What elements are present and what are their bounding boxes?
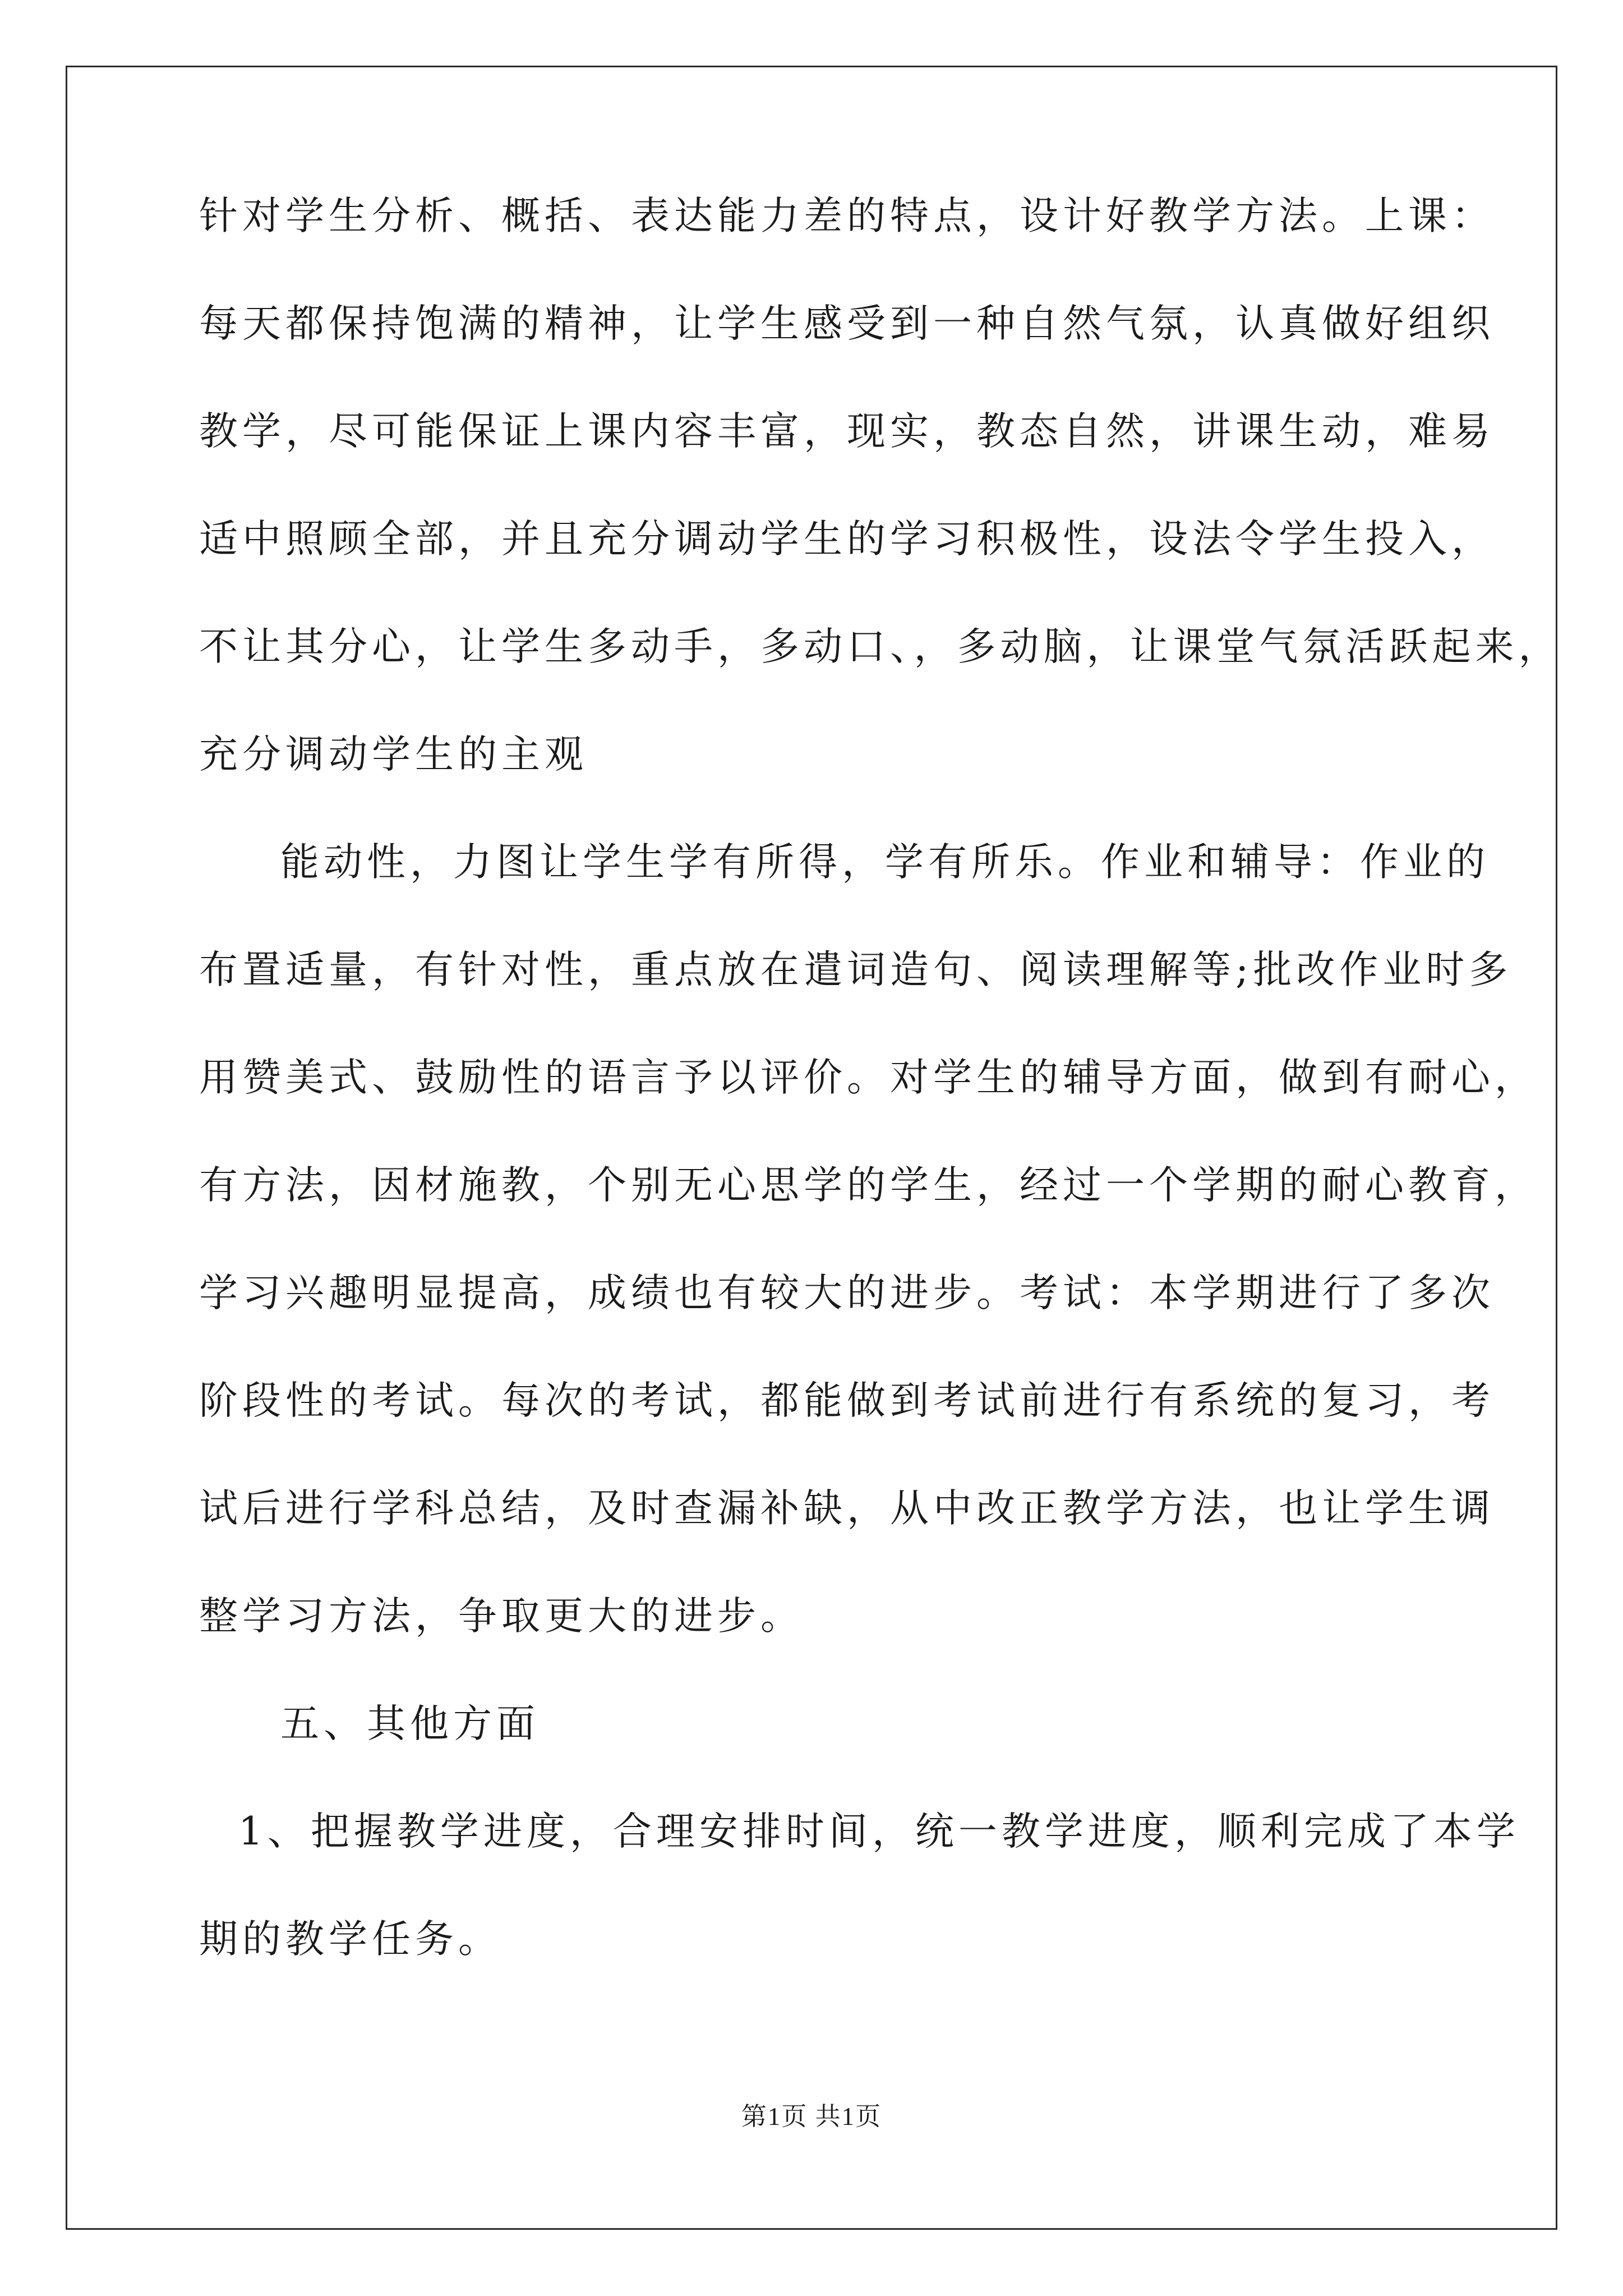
text-line: 针对学生分析、概括、表达能力差的特点，设计好教学方法。上课： [199,194,1495,238]
text-line: 整学习方法，争取更大的进步。 [199,1594,804,1639]
text-line: 布置适量，有针对性，重点放在遣词造句、阅读理解等;批改作业时多 [199,947,1513,992]
text-line: 能动性，力图让学生学有所得，学有所乐。作业和辅导：作业的 [280,840,1490,885]
text-line: 教学，尽可能保证上课内容丰富，现实，教态自然，讲课生动，难易 [199,409,1495,454]
text-line: 用赞美式、鼓励性的语言予以评价。对学生的辅导方面，做到有耐心， [199,1055,1538,1100]
section-heading: 五、其他方面 [280,1701,540,1746]
page-number-footer: 第1页 共1页 [741,2102,882,2131]
text-line: 试后进行学科总结，及时查漏补缺，从中改正教学方法，也让学生调 [199,1486,1495,1531]
text-line: 每天都保持饱满的精神，让学生感受到一种自然气氛，认真做好组织 [199,301,1495,346]
text-line: 适中照顾全部，并且充分调动学生的学习积极性，设法令学生投入， [199,517,1495,562]
text-line: 1、把握教学进度，合理安排时间，统一教学进度，顺利完成了本学 [238,1809,1520,1854]
text-line: 不让其分心，让学生多动手，多动口、，多动脑，让课堂气氛活跃起来， [199,624,1562,669]
page-border [66,66,1557,2230]
text-line: 充分调动学生的主观 [199,732,588,777]
text-line: 阶段性的考试。每次的考试，都能做到考试前进行有系统的复习，考 [199,1378,1495,1423]
text-line: 有方法，因材施教，个别无心思学的学生，经过一个学期的耐心教育， [199,1163,1538,1208]
text-line: 期的教学任务。 [199,1917,501,1962]
text-line: 学习兴趣明显提高，成绩也有较大的进步。考试：本学期进行了多次 [199,1271,1495,1315]
